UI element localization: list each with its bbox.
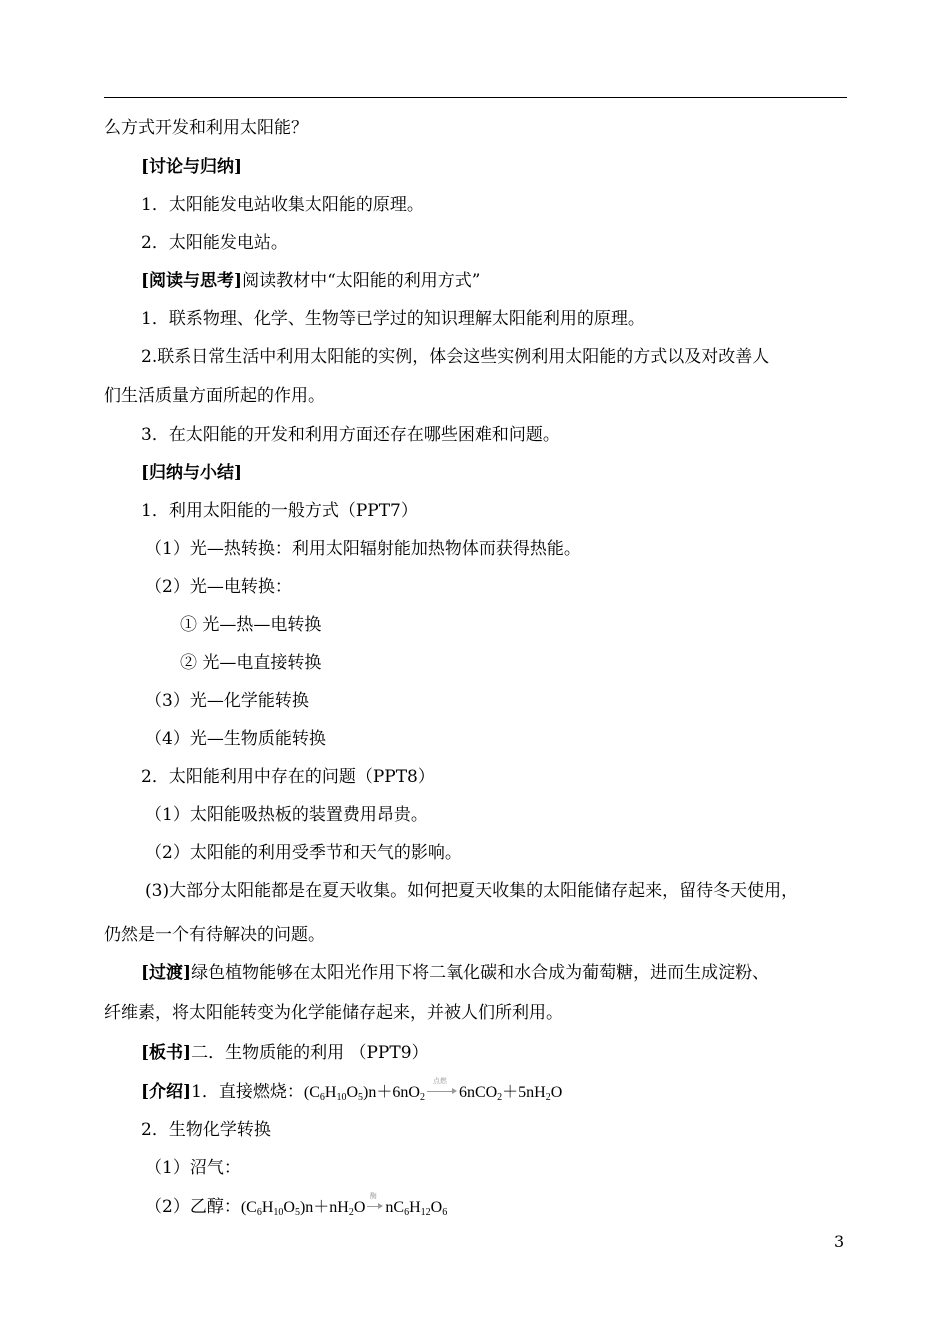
page-number: 3 xyxy=(834,1232,845,1251)
section-heading: [介绍] xyxy=(141,1082,192,1102)
text-line: （1）光—热转换：利用太阳辐射能加热物体而获得热能。 xyxy=(145,539,581,559)
combustion-equation-line: [介绍]1．直接燃烧：$(C_6H_{10}O_5)n+6nO_2$ 点燃 $6nCO_2+5nH_2O$ xyxy=(141,1077,563,1103)
section-heading: [阅读与思考] xyxy=(141,271,243,291)
text-line: 纤维素，将太阳能转变为化学能储存起来，并被人们所利用。 xyxy=(104,1003,563,1023)
text-line: 1．利用太阳能的一般方式（PPT7） xyxy=(141,501,418,521)
reaction-arrow-icon: 点燃 xyxy=(427,1085,457,1095)
text-line: [过渡]绿色植物能够在太阳光作用下将二氧化碳和水合成为葡萄糖，进而生成淀粉、 xyxy=(141,963,770,983)
text-line: ② 光—电直接转换 xyxy=(180,653,322,673)
text-line: 们生活质量方面所起的作用。 xyxy=(104,386,325,406)
section-heading: [过渡] xyxy=(141,963,192,983)
text-line: （4）光—生物质能转换 xyxy=(145,729,326,749)
text-line: [板书]二．生物质能的利用 （PPT9） xyxy=(141,1043,429,1063)
text-line: 1．联系物理、化学、生物等已学过的知识理解太阳能利用的原理。 xyxy=(141,309,645,329)
text-line: （2）光—电转换： xyxy=(145,577,292,597)
section-heading: [讨论与归纳] xyxy=(141,157,243,177)
header-rule xyxy=(104,97,847,98)
text-line: （1）太阳能吸热板的装置费用昂贵。 xyxy=(145,805,428,825)
section-heading: [归纳与小结] xyxy=(141,463,243,483)
text-line: 2．生物化学转换 xyxy=(141,1120,271,1140)
text-line: 么方式开发和利用太阳能？ xyxy=(104,118,308,138)
ethanol-equation-line: （2）乙醇：$(C_6H_{10}O_5)n+nH_2O$ 酶 $nC_6H_{12}O_6$ xyxy=(145,1192,448,1218)
formula: $nC_6H_{12}O_6$ xyxy=(385,1199,448,1218)
text-line: （3）光—化学能转换 xyxy=(145,691,309,711)
text-line: 仍然是一个有待解决的问题。 xyxy=(104,925,325,945)
text-line: (3)大部分太阳能都是在夏天收集。如何把夏天收集的太阳能储存起来，留待冬天使用， xyxy=(145,881,799,901)
formula: $6nCO_2+5nH_2O$ xyxy=(458,1084,563,1103)
text-line: 1．太阳能发电站收集太阳能的原理。 xyxy=(141,195,424,215)
text-line: （2）太阳能的利用受季节和天气的影响。 xyxy=(145,843,462,863)
formula: $(C_6H_{10}O_5)n+nH_2O$ xyxy=(240,1199,366,1218)
text-line: 2．太阳能发电站。 xyxy=(141,233,288,253)
text-line: （1）沼气： xyxy=(145,1158,241,1178)
text-line: 3．在太阳能的开发和利用方面还存在哪些困难和问题。 xyxy=(141,425,560,445)
text-line: ① 光—热—电转换 xyxy=(180,615,322,635)
text-line: [阅读与思考]阅读教材中“太阳能的利用方式” xyxy=(141,271,481,291)
text-line: 2.联系日常生活中利用太阳能的实例，体会这些实例利用太阳能的方式以及对改善人 xyxy=(141,347,770,367)
text-line: 2．太阳能利用中存在的问题（PPT8） xyxy=(141,767,435,787)
section-heading: [板书] xyxy=(141,1043,192,1063)
reaction-arrow-icon: 酶 xyxy=(367,1200,383,1210)
formula: $(C_6H_{10}O_5)n+6nO_2$ xyxy=(303,1084,425,1103)
